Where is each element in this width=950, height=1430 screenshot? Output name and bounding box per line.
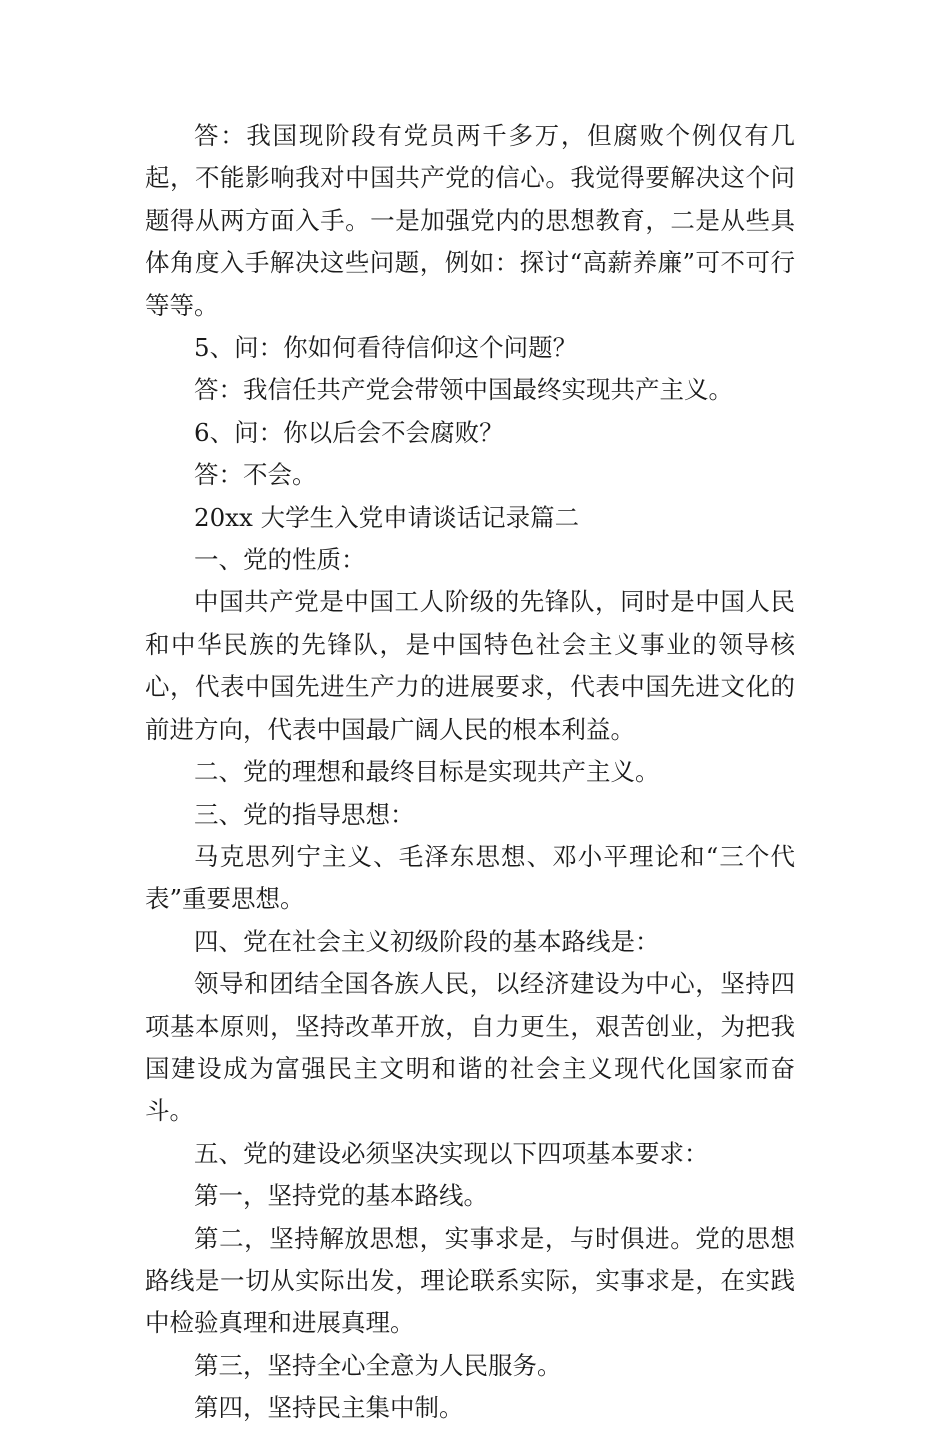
paragraph-question-5: 5、问：你如何看待信仰这个问题？ xyxy=(194,333,578,363)
heading-basic-line: 四、党在社会主义初级阶段的基本路线是： xyxy=(194,926,660,956)
requirement-first: 第一，坚持党的基本路线。 xyxy=(194,1181,488,1211)
document-body xyxy=(145,115,795,1430)
paragraph-answer-5: 答：我信任共产党会带领中国最终实现共产主义。 xyxy=(194,375,733,405)
paragraph-party-nature: 中国共产党是中国工人阶级的先锋队，同时是中国人民和中华民族的先锋队，是中国特色社会主义事业的领导核心，代表中国先进生产力的进展要求，代表中国先进文化的前进方向，代表中国最广阔人民的根本利益。 xyxy=(145,587,795,744)
requirement-fourth: 第四，坚持民主集中制。 xyxy=(194,1393,464,1423)
section-title: 20xx 大学生入党申请谈话记录篇二 xyxy=(194,502,580,532)
requirement-third: 第三，坚持全心全意为人民服务。 xyxy=(194,1350,562,1380)
heading-basic-requirements: 五、党的建设必须坚决实现以下四项基本要求： xyxy=(194,1138,709,1168)
paragraph-guiding-thought: 马克思列宁主义、毛泽东思想、邓小平理论和“三个代表”重要思想。 xyxy=(145,841,795,914)
paragraph-basic-line: 领导和团结全国各族人民，以经济建设为中心，坚持四项基本原则，坚持改革开放，自力更生，艰苦创业，为把我国建设成为富强民主文明和谐的社会主义现代化国家而奋斗。 xyxy=(145,969,795,1126)
heading-guiding-thought: 三、党的指导思想： xyxy=(194,799,415,829)
heading-party-nature: 一、党的性质： xyxy=(194,545,366,575)
requirement-second: 第二，坚持解放思想，实事求是，与时俱进。党的思想路线是一切从实际出发，理论联系实际，实事求是，在实践中检验真理和进展真理。 xyxy=(145,1223,795,1338)
paragraph-answer-corruption: 答：我国现阶段有党员两千多万，但腐败个例仅有几起，不能影响我对中国共产党的信心。我觉得要解决这个问题得从两方面入手。一是加强党内的思想教育，二是从些具体角度入手解决这些问题，例如：探讨“高薪养廉”可不可行等等。 xyxy=(145,121,795,320)
paragraph-question-6: 6、问：你以后会不会腐败？ xyxy=(194,417,504,447)
heading-party-ideal: 二、党的理想和最终目标是实现共产主义。 xyxy=(194,757,660,787)
paragraph-answer-6: 答：不会。 xyxy=(194,460,317,490)
